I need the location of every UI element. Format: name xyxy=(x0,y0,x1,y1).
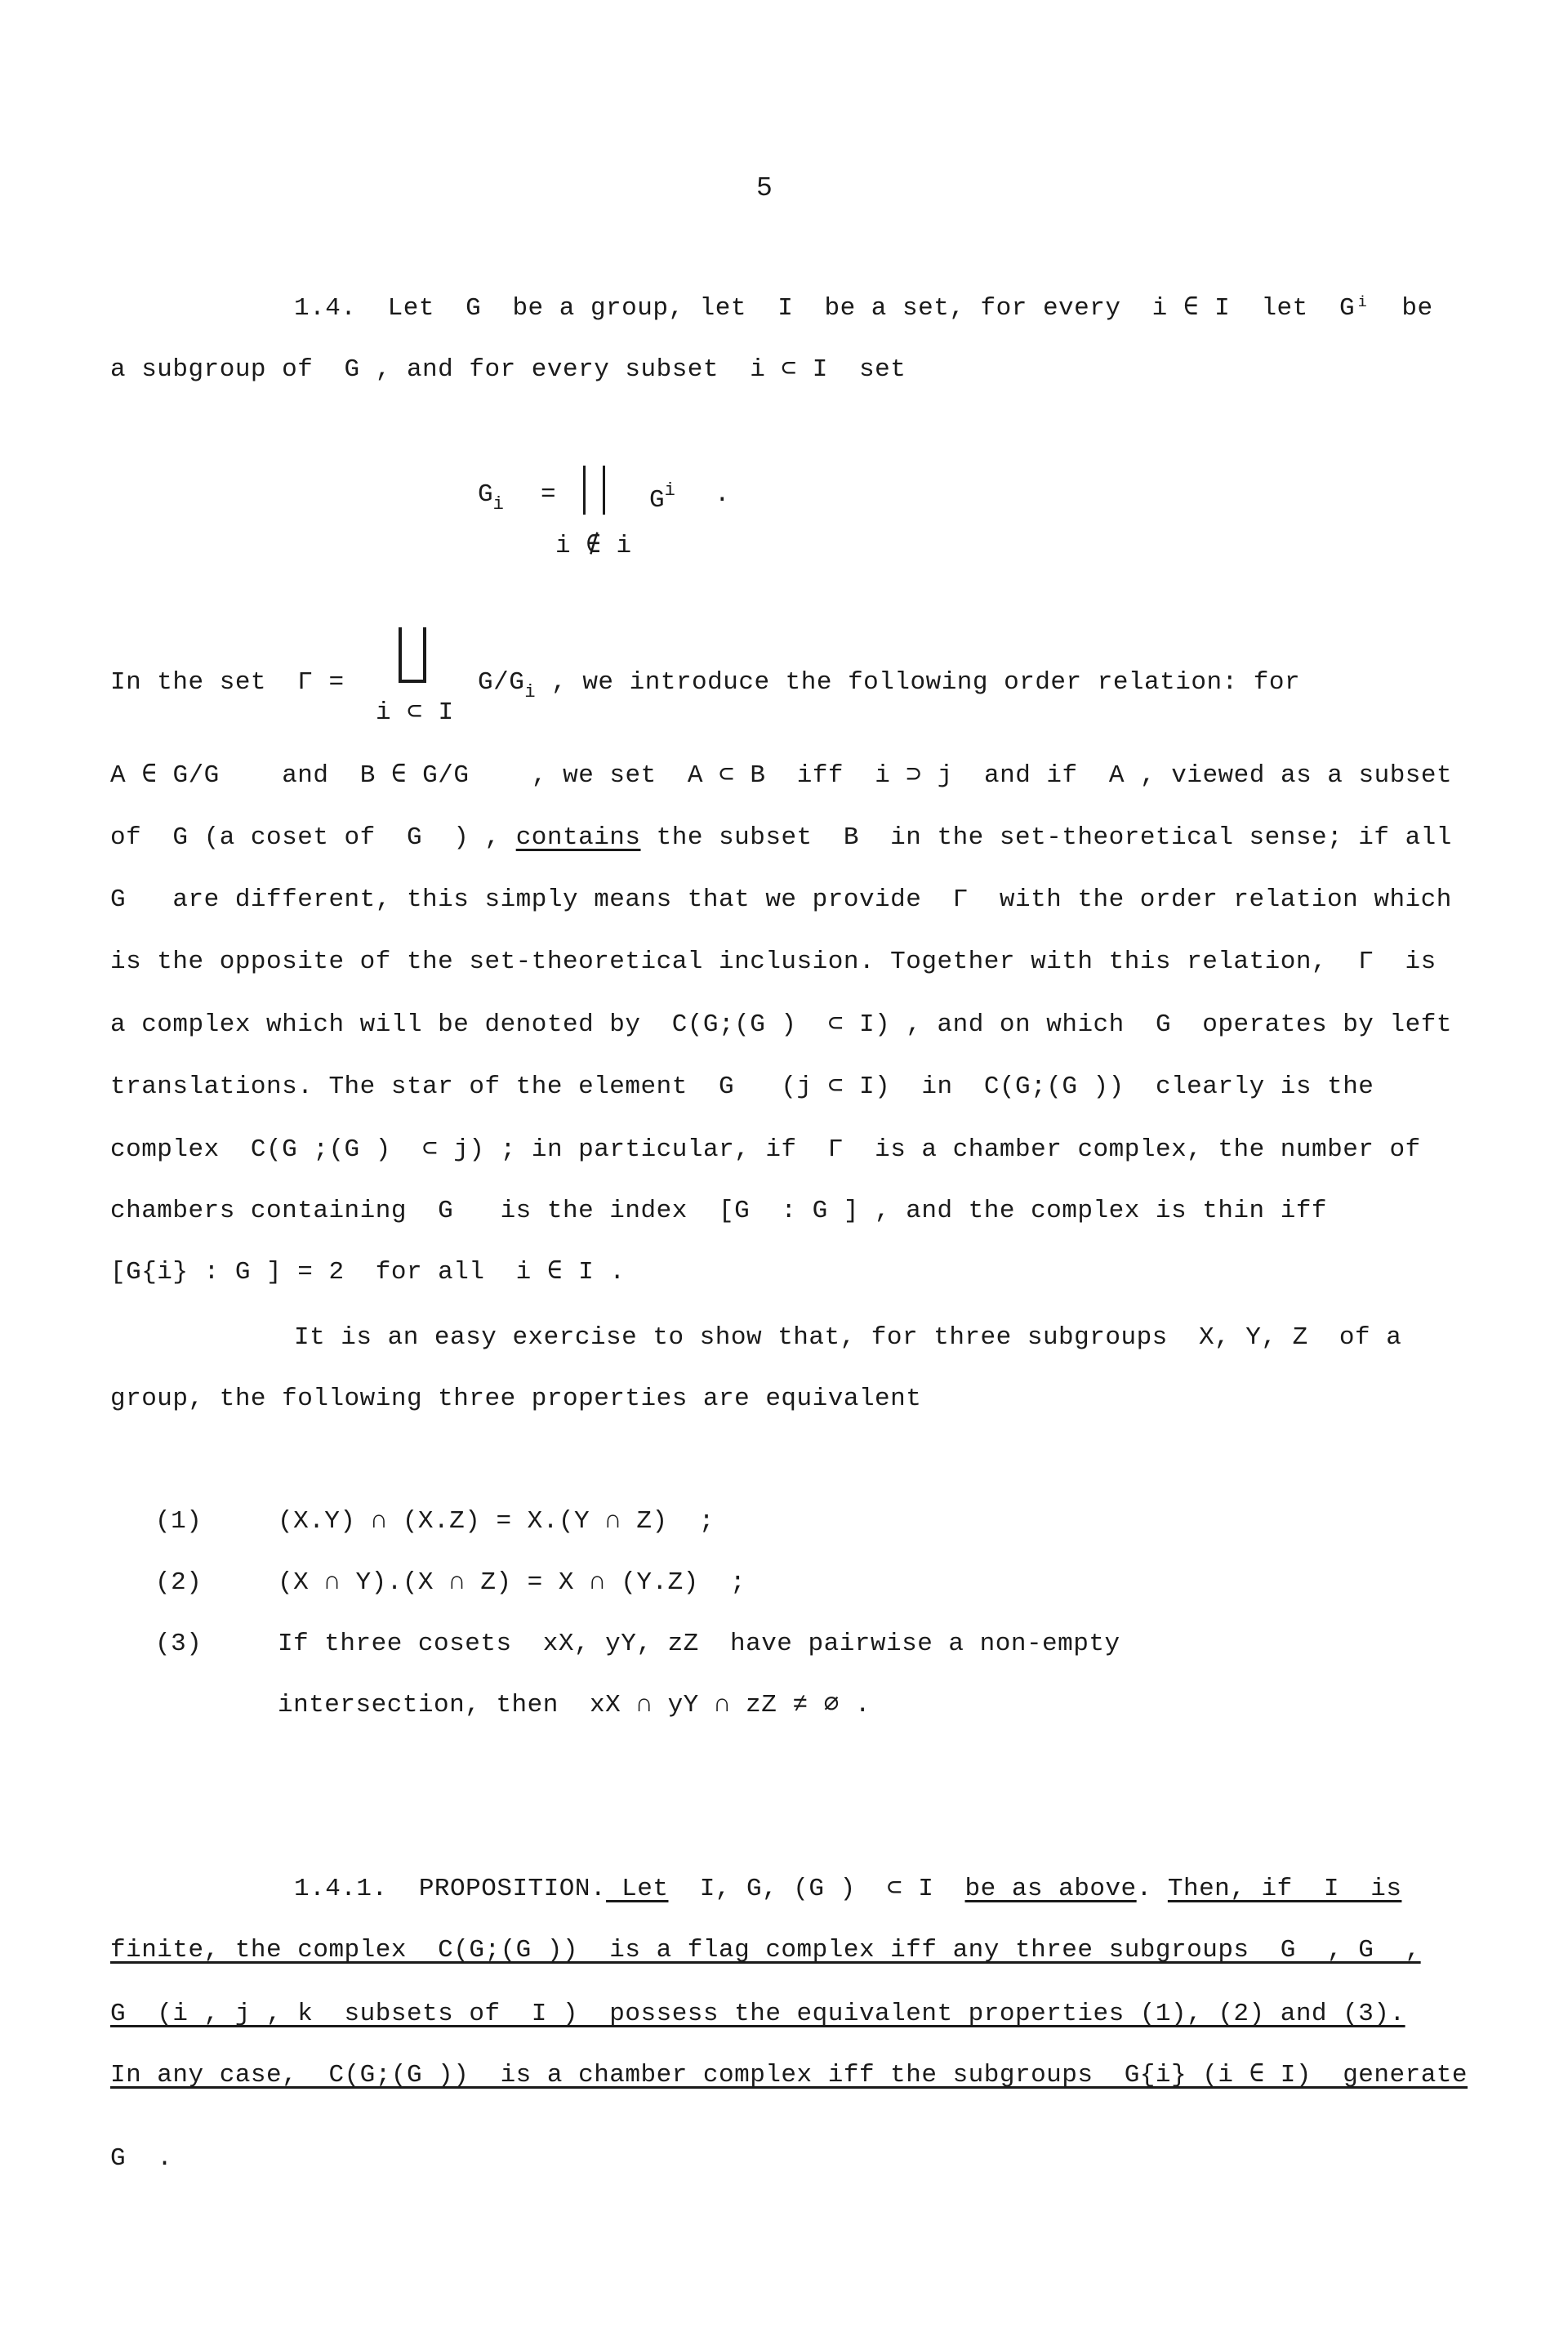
formula-lhs: $G_i$ xyxy=(478,480,504,515)
para2-line1-intro: In the set Γ = xyxy=(110,668,345,697)
formula-period: . xyxy=(715,480,730,509)
para2-line1-tail: $G/G_i$ , we introduce the following order relation: for xyxy=(478,668,1301,702)
para1-line2: a subgroup of G , and for every subset i ⊂ I set xyxy=(110,355,906,384)
para1-line1: 1.4. Let G be a group, let I be a set, for every i ∈ I let Gⁱ be xyxy=(294,294,1433,323)
property-3-continuation: intersection, then xX ∩ yY ∩ zZ ≠ ∅ . xyxy=(278,1691,871,1719)
formula-rhs: $G^i$ xyxy=(649,480,675,515)
para2-line9: chambers containing G is the index [G : G ] , and the complex is thin iff xyxy=(110,1197,1328,1225)
para2-line5: is the opposite of the set-theoretical inclusion. Together with this relation, Γ is xyxy=(110,948,1437,976)
proposition-line3: G (i , j , k subsets of I ) possess the equivalent properties (1), (2) and (3). xyxy=(110,2000,1405,2028)
proposition-line5: G . xyxy=(110,2144,173,2173)
property-2-text: (X ∩ Y).(X ∩ Z) = X ∩ (Y.Z) ; xyxy=(278,1568,746,1597)
para2-line7: translations. The star of the element G (j ⊂ I) in C(G;(G )) clearly is the xyxy=(110,1073,1374,1101)
para2-line2: A ∈ G/G and B ∈ G/G , we set A ⊂ B iff i ⊃ j and if A , viewed as a subset xyxy=(110,761,1453,790)
para3-line1: It is an easy exercise to show that, for three subgroups X, Y, Z of a xyxy=(294,1323,1402,1352)
product-bar-left xyxy=(583,466,586,515)
property-1-number: (1) xyxy=(155,1507,203,1536)
proposition-line2: finite, the complex C(G;(G )) is a flag complex iff any three subgroups G , G , xyxy=(110,1936,1421,1965)
para2-line8: complex C(G ;(G ) ⊂ j) ; in particular, if Γ is a chamber complex, the number of xyxy=(110,1135,1421,1164)
page-number: 5 xyxy=(756,173,773,203)
property-2-number: (2) xyxy=(155,1568,203,1597)
proposition-line4: In any case, C(G;(G )) is a chamber complex iff the subgroups G{i} (i ∈ I) generate xyxy=(110,2061,1468,2089)
formula-equals: = xyxy=(541,480,556,509)
coproduct-index: i ⊂ I xyxy=(376,698,454,727)
coproduct-symbol xyxy=(399,627,426,683)
para3-line2: group, the following three properties are equivalent xyxy=(110,1385,922,1413)
formula-index: i ∉ i xyxy=(555,532,632,560)
property-3-text: If three cosets xX, yY, zZ have pairwise a non-empty xyxy=(278,1630,1120,1658)
property-3-number: (3) xyxy=(155,1630,203,1658)
property-1-text: (X.Y) ∩ (X.Z) = X.(Y ∩ Z) ; xyxy=(278,1507,715,1536)
para2-line4: G are different, this simply means that we provide Γ with the order relation which xyxy=(110,885,1452,914)
proposition-line1: 1.4.1. PROPOSITION. Let I, G, (G ) ⊂ I be as above. Then, if I is xyxy=(294,1875,1402,1903)
para2-line6: a complex which will be denoted by C(G;(G ) ⊂ I) , and on which G operates by left xyxy=(110,1010,1452,1039)
para2-line10: [G{i} : G ] = 2 for all i ∈ I . xyxy=(110,1258,626,1287)
para2-line3: of G (a coset of G ) , contains the subset B in the set-theoretical sense; if all xyxy=(110,823,1452,852)
product-bar-right xyxy=(603,466,605,515)
